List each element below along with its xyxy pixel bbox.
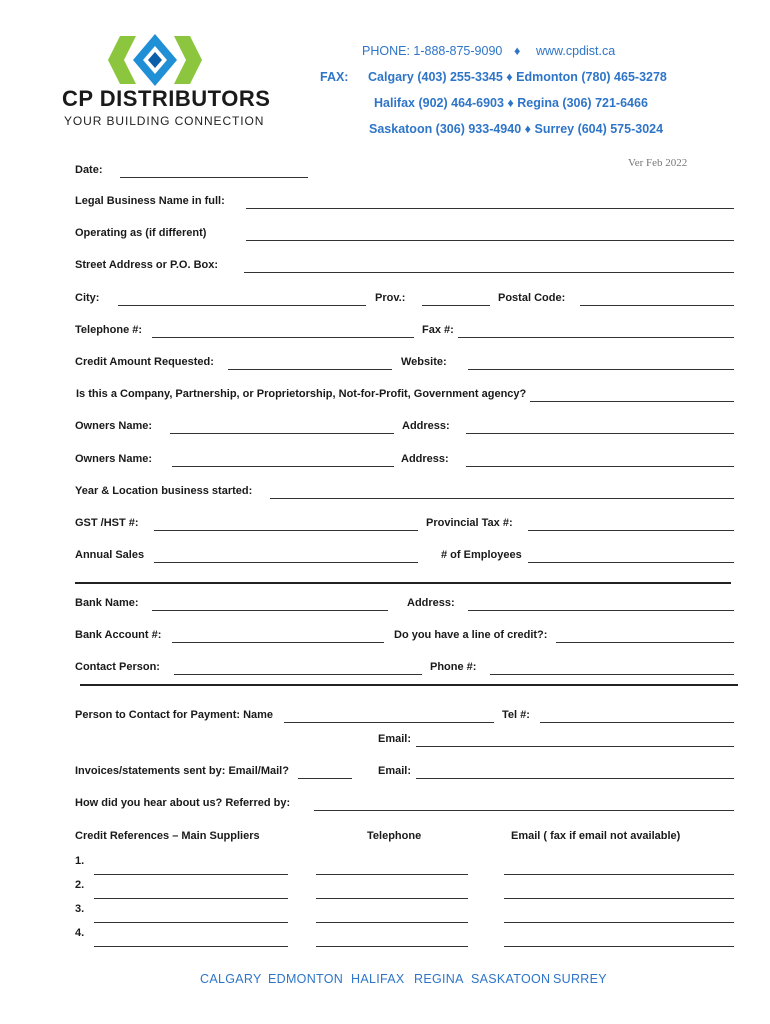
footer-city-edmonton: EDMONTON <box>268 972 344 986</box>
tel-label: Tel #: <box>502 709 530 721</box>
invoices-label: Invoices/statements sent by: Email/Mail? <box>75 765 289 777</box>
references-header-suppliers: Credit References – Main Suppliers <box>75 830 260 842</box>
reference-number: 1. <box>75 855 85 867</box>
payment-contact-field[interactable] <box>284 722 494 723</box>
references-header-email: Email ( fax if email not available) <box>511 830 681 842</box>
credit-amount-field[interactable] <box>228 369 392 370</box>
year-location-field[interactable] <box>270 498 734 499</box>
operating-as-label: Operating as (if different) <box>75 227 207 239</box>
employees-field[interactable] <box>528 562 734 563</box>
employees-label: # of Employees <box>441 549 522 561</box>
postal-field[interactable] <box>580 305 734 306</box>
header-fax-line1: Calgary (403) 255-3345 ♦ Edmonton (780) 465-3278 <box>368 70 667 84</box>
bank-name-field[interactable] <box>152 610 388 611</box>
email-2-field[interactable] <box>416 778 734 779</box>
legal-name-field[interactable] <box>246 208 734 209</box>
reference-number: 2. <box>75 879 85 891</box>
brand-name: CP DISTRIBUTORS <box>62 86 271 111</box>
header-phone: PHONE: 1-888-875-9090 <box>362 44 503 58</box>
address-1-label: Address: <box>402 420 450 432</box>
owners-name-2-field[interactable] <box>172 466 394 467</box>
reference-telephone-field[interactable] <box>316 874 468 875</box>
payment-contact-label: Person to Contact for Payment: Name <box>75 709 274 721</box>
header-fax-line3: Saskatoon (306) 933-4940 ♦ Surrey (604) 575-3024 <box>369 122 664 136</box>
annual-sales-label: Annual Sales <box>75 549 145 561</box>
phone-label: Phone #: <box>430 661 477 673</box>
city-field[interactable] <box>118 305 366 306</box>
company-logo <box>62 30 271 130</box>
owners-name-1-label: Owners Name: <box>75 420 153 432</box>
company-type-label: Is this a Company, Partnership, or Proprietorship, Not-for-Profit, Government agency? <box>76 388 527 400</box>
reference-telephone-field[interactable] <box>316 946 468 947</box>
street-label: Street Address or P.O. Box: <box>75 259 219 271</box>
website-field[interactable] <box>468 369 734 370</box>
header-website[interactable]: www.cpdist.ca <box>536 44 616 58</box>
line-of-credit-label: Do you have a line of credit?: <box>394 629 548 641</box>
footer-city-regina: REGINA <box>414 972 464 986</box>
address-2-field[interactable] <box>466 466 734 467</box>
section-divider-1 <box>75 582 731 584</box>
year-location-label: Year & Location business started: <box>75 485 253 497</box>
legal-name-label: Legal Business Name in full: <box>75 195 225 207</box>
email-1-field[interactable] <box>416 746 734 747</box>
referred-label: How did you hear about us? Referred by: <box>75 797 291 809</box>
logo-mark-icon <box>102 32 208 88</box>
address-2-label: Address: <box>401 453 449 465</box>
bank-account-field[interactable] <box>172 642 384 643</box>
city-label: City: <box>75 292 100 304</box>
reference-telephone-field[interactable] <box>316 898 468 899</box>
gst-label: GST /HST #: <box>75 517 139 529</box>
footer-city-saskatoon: SASKATOON <box>471 972 551 986</box>
bank-account-label: Bank Account #: <box>75 629 162 641</box>
reference-email-field[interactable] <box>504 946 734 947</box>
reference-supplier-field[interactable] <box>94 874 288 875</box>
header-fax-line2: Halifax (902) 464-6903 ♦ Regina (306) 721-6466 <box>374 96 648 110</box>
phone-field[interactable] <box>490 674 734 675</box>
fax-label: Fax #: <box>422 324 454 336</box>
bank-name-label: Bank Name: <box>75 597 139 609</box>
provincial-tax-label: Provincial Tax #: <box>426 517 513 529</box>
operating-as-field[interactable] <box>246 240 734 241</box>
section-divider-2 <box>80 684 738 686</box>
website-label: Website: <box>401 356 447 368</box>
header-fax-label: FAX: <box>320 70 349 84</box>
footer-city-surrey: SURREY <box>553 972 607 986</box>
postal-label: Postal Code: <box>498 292 566 304</box>
telephone-field[interactable] <box>152 337 414 338</box>
prov-field[interactable] <box>422 305 490 306</box>
annual-sales-field[interactable] <box>154 562 418 563</box>
reference-number: 4. <box>75 927 85 939</box>
street-field[interactable] <box>244 272 734 273</box>
bank-address-field[interactable] <box>468 610 734 611</box>
gst-field[interactable] <box>154 530 418 531</box>
reference-supplier-field[interactable] <box>94 946 288 947</box>
date-field[interactable] <box>120 177 308 178</box>
diamond-icon: ♦ <box>514 44 521 58</box>
reference-number: 3. <box>75 903 85 915</box>
email-1-label: Email: <box>378 733 412 745</box>
reference-email-field[interactable] <box>504 922 734 923</box>
reference-email-field[interactable] <box>504 874 734 875</box>
version-label: Ver Feb 2022 <box>628 157 688 169</box>
reference-supplier-field[interactable] <box>94 898 288 899</box>
date-label: Date: <box>75 164 103 176</box>
line-of-credit-field[interactable] <box>556 642 734 643</box>
owners-name-2-label: Owners Name: <box>75 453 153 465</box>
address-1-field[interactable] <box>466 433 734 434</box>
reference-telephone-field[interactable] <box>316 922 468 923</box>
email-2-label: Email: <box>378 765 412 777</box>
credit-amount-label: Credit Amount Requested: <box>75 356 214 368</box>
referred-field[interactable] <box>314 810 734 811</box>
fax-field[interactable] <box>458 337 734 338</box>
provincial-tax-field[interactable] <box>528 530 734 531</box>
company-type-field[interactable] <box>530 401 734 402</box>
owners-name-1-field[interactable] <box>170 433 394 434</box>
contact-person-label: Contact Person: <box>75 661 160 673</box>
bank-address-label: Address: <box>407 597 455 609</box>
brand-tagline: YOUR BUILDING CONNECTION <box>64 114 265 128</box>
tel-field[interactable] <box>540 722 734 723</box>
contact-person-field[interactable] <box>174 674 422 675</box>
reference-supplier-field[interactable] <box>94 922 288 923</box>
footer-city-halifax: HALIFAX <box>351 972 405 986</box>
telephone-label: Telephone #: <box>75 324 143 336</box>
references-header-telephone: Telephone <box>367 830 422 842</box>
prov-label: Prov.: <box>375 292 406 304</box>
footer-city-calgary: CALGARY <box>200 972 262 986</box>
invoices-field[interactable] <box>298 778 352 779</box>
reference-email-field[interactable] <box>504 898 734 899</box>
